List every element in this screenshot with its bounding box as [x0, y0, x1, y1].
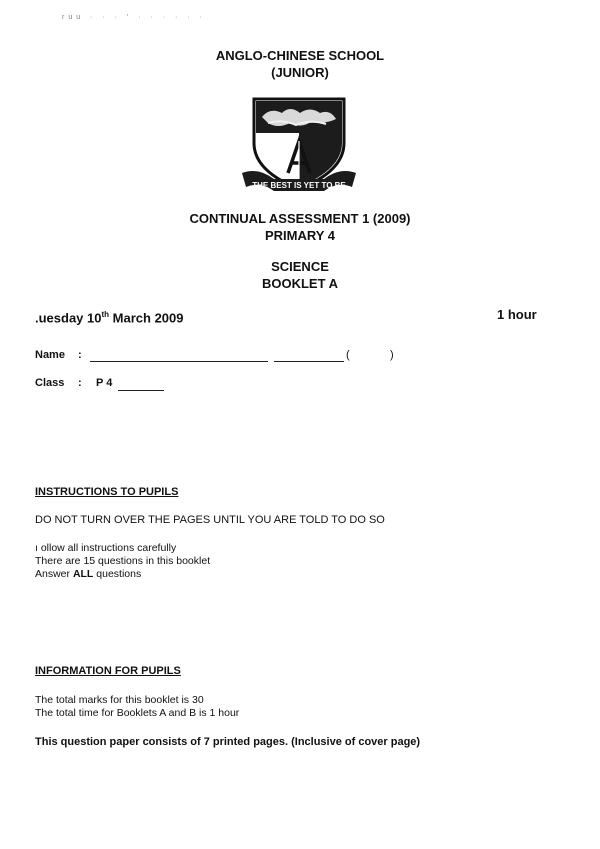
information-heading: INFORMATION FOR PUPILS [35, 665, 181, 677]
name-separator: : [78, 349, 82, 361]
school-name: ANGLO-CHINESE SCHOOL [215, 48, 385, 63]
exam-date: .uesday 10th March 2009 [35, 310, 184, 326]
class-separator: : [78, 377, 82, 389]
crest-motto: THE BEST IS YET TO BE [252, 181, 346, 190]
booklet-title: BOOKLET A [261, 276, 339, 291]
instructions-warning: DO NOT TURN OVER THE PAGES UNTIL YOU ARE TOLD TO DO SO [35, 514, 385, 526]
level-title: PRIMARY 4 [264, 228, 336, 243]
pages-note: This question paper consists of 7 printed pages. (Inclusive of cover page) [35, 736, 421, 748]
information-line: The total marks for this booklet is 30 [35, 694, 204, 706]
class-label: Class [35, 377, 65, 389]
exam-duration: 1 hour [497, 307, 537, 322]
instruction-line: ı ollow all instructions carefully [35, 542, 177, 554]
scan-noise: ruu · · · ′ · · · · · · [62, 14, 206, 21]
instructions-heading: INSTRUCTIONS TO PUPILS [35, 486, 179, 498]
information-line: The total time for Booklets A and B is 1 hour [35, 707, 240, 719]
class-blank-line[interactable] [118, 378, 164, 396]
index-paren-open: ( [346, 349, 350, 361]
instruction-line: Answer ALL questions [35, 568, 142, 580]
name-blank-line[interactable] [90, 349, 345, 367]
school-crest [238, 93, 360, 201]
class-value: P 4 [96, 377, 113, 389]
assessment-title: CONTINUAL ASSESSMENT 1 (2009) [189, 211, 411, 226]
school-section: (JUNIOR) [271, 65, 329, 80]
subject-title: SCIENCE [271, 259, 329, 274]
index-paren-close: ) [390, 349, 394, 361]
instruction-line: There are 15 questions in this booklet [35, 555, 211, 567]
name-label: Name [35, 349, 65, 361]
